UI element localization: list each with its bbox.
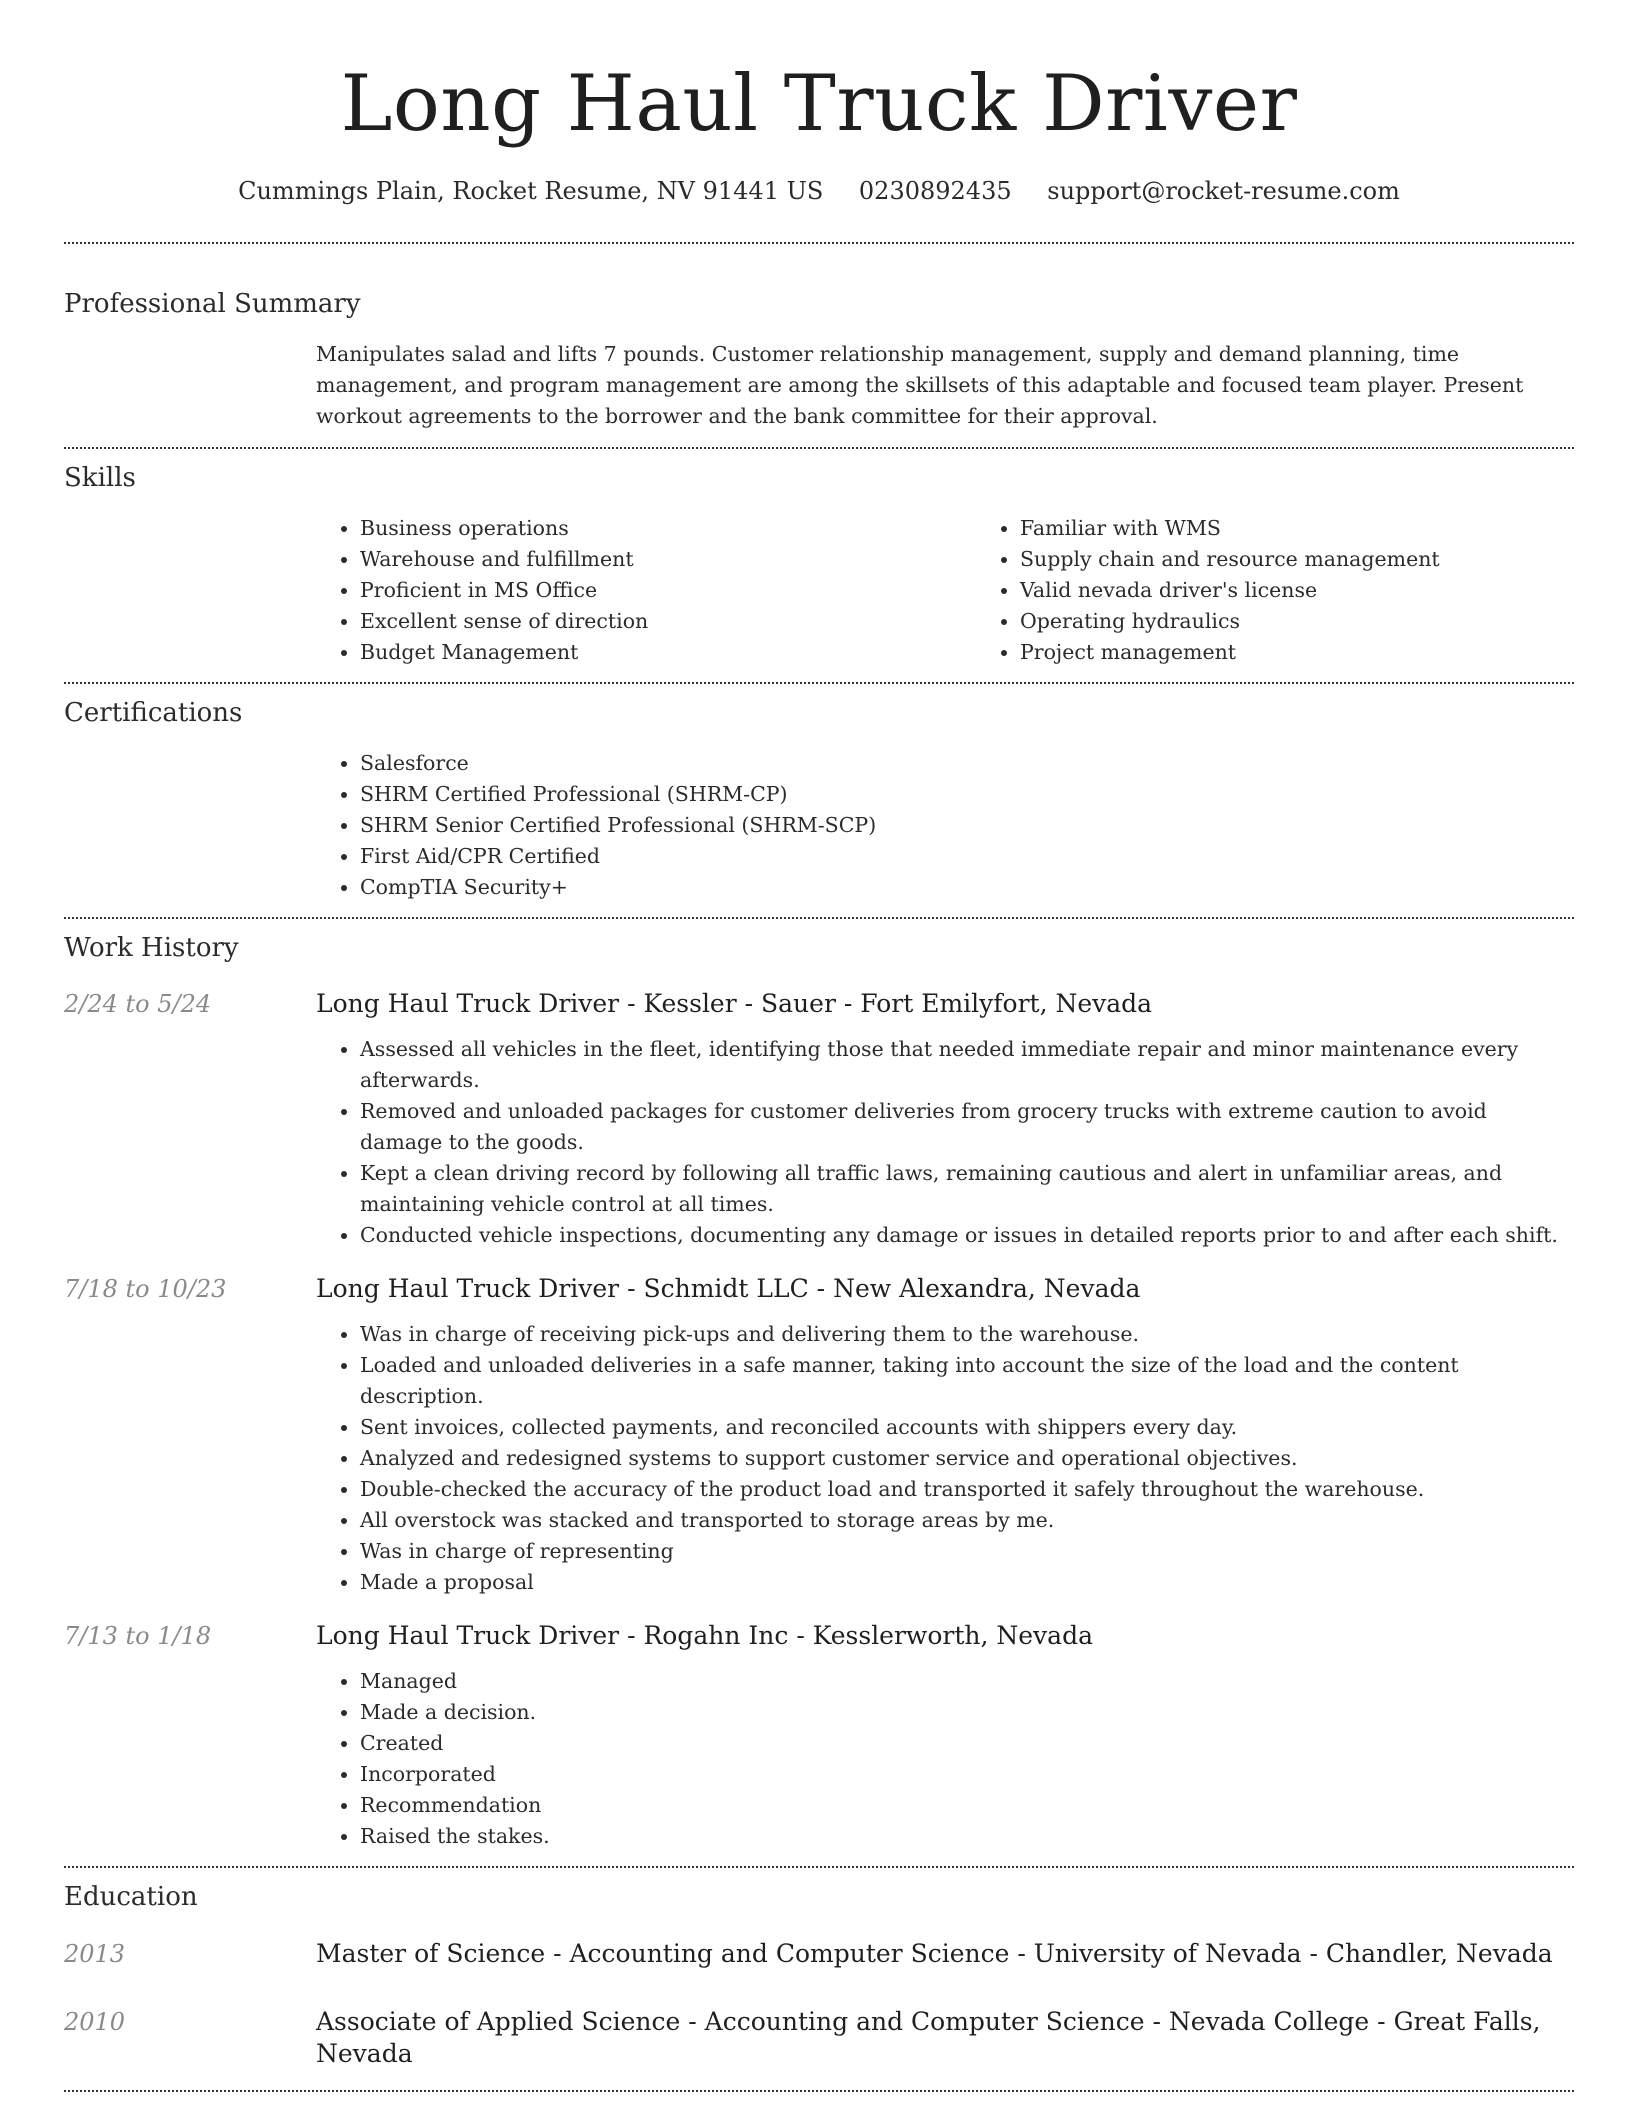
list-item: • Supply chain and resource management (1020, 544, 1632, 575)
list-item: • Made a proposal (360, 1567, 1574, 1598)
list-item: • Kept a clean driving record by following all traffic laws, remaining cautious and alert in unfamiliar areas, and maintaining vehicle control at all times. (360, 1158, 1574, 1220)
job-heading: Long Haul Truck Driver - Schmidt LLC - New Alexandra, Nevada (316, 1274, 1141, 1303)
job-dates: 7/18 to 10/23 (64, 1275, 227, 1303)
job-bullets (316, 1666, 1574, 1852)
list-item: • Was in charge of representing (360, 1536, 1574, 1567)
list-item: • Double-checked the accuracy of the product load and transported it safely throughout the warehouse. (360, 1474, 1574, 1505)
list-item: • Raised the stakes. (360, 1821, 1574, 1852)
skills-column-right (976, 513, 1632, 668)
list-item: • SHRM Senior Certified Professional (SHRM-SCP) (360, 810, 1574, 841)
education-entry (64, 2006, 1574, 2070)
list-item: • SHRM Certified Professional (SHRM-CP) (360, 779, 1574, 810)
list-item: • Operating hydraulics (1020, 606, 1632, 637)
section-title-work-history: Work History (64, 933, 239, 963)
education-entry (64, 1938, 1574, 1970)
list-item: • Recommendation (360, 1790, 1574, 1821)
divider (64, 2090, 1574, 2092)
list-item: • Project management (1020, 637, 1632, 668)
list-item: • Warehouse and fulfillment (360, 544, 976, 575)
list-item: • Salesforce (360, 748, 1574, 779)
education-text: Master of Science - Accounting and Computer Science - University of Nevada - Chandler, Nevada (316, 1939, 1553, 1968)
job-bullets (316, 1319, 1574, 1598)
phone: 0230892435 (858, 177, 1012, 205)
job-dates: 2/24 to 5/24 (64, 990, 212, 1018)
list-item: • First Aid/CPR Certified (360, 841, 1574, 872)
section-title-education: Education (64, 1882, 198, 1912)
contact-line (64, 174, 1574, 208)
job-heading: Long Haul Truck Driver - Kessler - Sauer - Fort Emilyfort, Nevada (316, 989, 1153, 1018)
skills-list (316, 513, 1574, 668)
list-item: • Valid nevada driver's license (1020, 575, 1632, 606)
job-entry (64, 1620, 1574, 1652)
section-title-skills: Skills (64, 463, 136, 493)
section-title-summary: Professional Summary (64, 289, 361, 319)
candidate-name: Long Haul Truck Driver (340, 59, 1298, 149)
list-item: • Incorporated (360, 1759, 1574, 1790)
list-item: • Assessed all vehicles in the fleet, identifying those that needed immediate repair and minor maintenance every afterwards. (360, 1034, 1574, 1096)
list-item: • Business operations (360, 513, 976, 544)
job-entry (64, 1273, 1574, 1305)
email: support@rocket-resume.com (1047, 177, 1400, 205)
list-item: • Managed (360, 1666, 1574, 1697)
resume-page (64, 0, 1574, 2092)
list-item: • Budget Management (360, 637, 976, 668)
list-item: • Removed and unloaded packages for customer deliveries from grocery trucks with extreme caution to avoid damage to the goods. (360, 1096, 1574, 1158)
list-item: • Sent invoices, collected payments, and reconciled accounts with shippers every day. (360, 1412, 1574, 1443)
divider (64, 917, 1574, 919)
education-year: 2010 (64, 2008, 126, 2036)
list-item: • Was in charge of receiving pick-ups and delivering them to the warehouse. (360, 1319, 1574, 1350)
education-year: 2013 (64, 1940, 126, 1968)
certifications-list (316, 748, 1574, 903)
job-heading: Long Haul Truck Driver - Rogahn Inc - Kesslerworth, Nevada (316, 1621, 1093, 1650)
summary-text: Manipulates salad and lifts 7 pounds. Customer relationship management, supply and demand planning, time management, and program management are among the skillsets of this adaptable and focused team player. Present workout agreements to the borrower and the bank committee for their approval. (316, 342, 1524, 428)
job-dates: 7/13 to 1/18 (64, 1622, 212, 1650)
skills-column-left (316, 513, 976, 668)
list-item: • Analyzed and redesigned systems to support customer service and operational objectives. (360, 1443, 1574, 1474)
job-bullets (316, 1034, 1574, 1251)
list-item: • Made a decision. (360, 1697, 1574, 1728)
list-item: • Loaded and unloaded deliveries in a safe manner, taking into account the size of the load and the content description. (360, 1350, 1574, 1412)
divider (64, 1866, 1574, 1868)
list-item: • Excellent sense of direction (360, 606, 976, 637)
job-entry (64, 988, 1574, 1020)
list-item: • Familiar with WMS (1020, 513, 1632, 544)
divider (64, 242, 1574, 244)
divider (64, 682, 1574, 684)
list-item: • Proficient in MS Office (360, 575, 976, 606)
list-item: • Conducted vehicle inspections, documenting any damage or issues in detailed reports prior to and after each shift. (360, 1220, 1574, 1251)
section-title-certifications: Certifications (64, 698, 243, 728)
list-item: • CompTIA Security+ (360, 872, 1574, 903)
list-item: • All overstock was stacked and transported to storage areas by me. (360, 1505, 1574, 1536)
address: Cummings Plain, Rocket Resume, NV 91441 US (238, 177, 824, 205)
list-item: • Created (360, 1728, 1574, 1759)
divider (64, 447, 1574, 449)
education-text: Associate of Applied Science - Accounting and Computer Science - Nevada College - Great Falls, Nevada (316, 2007, 1541, 2068)
